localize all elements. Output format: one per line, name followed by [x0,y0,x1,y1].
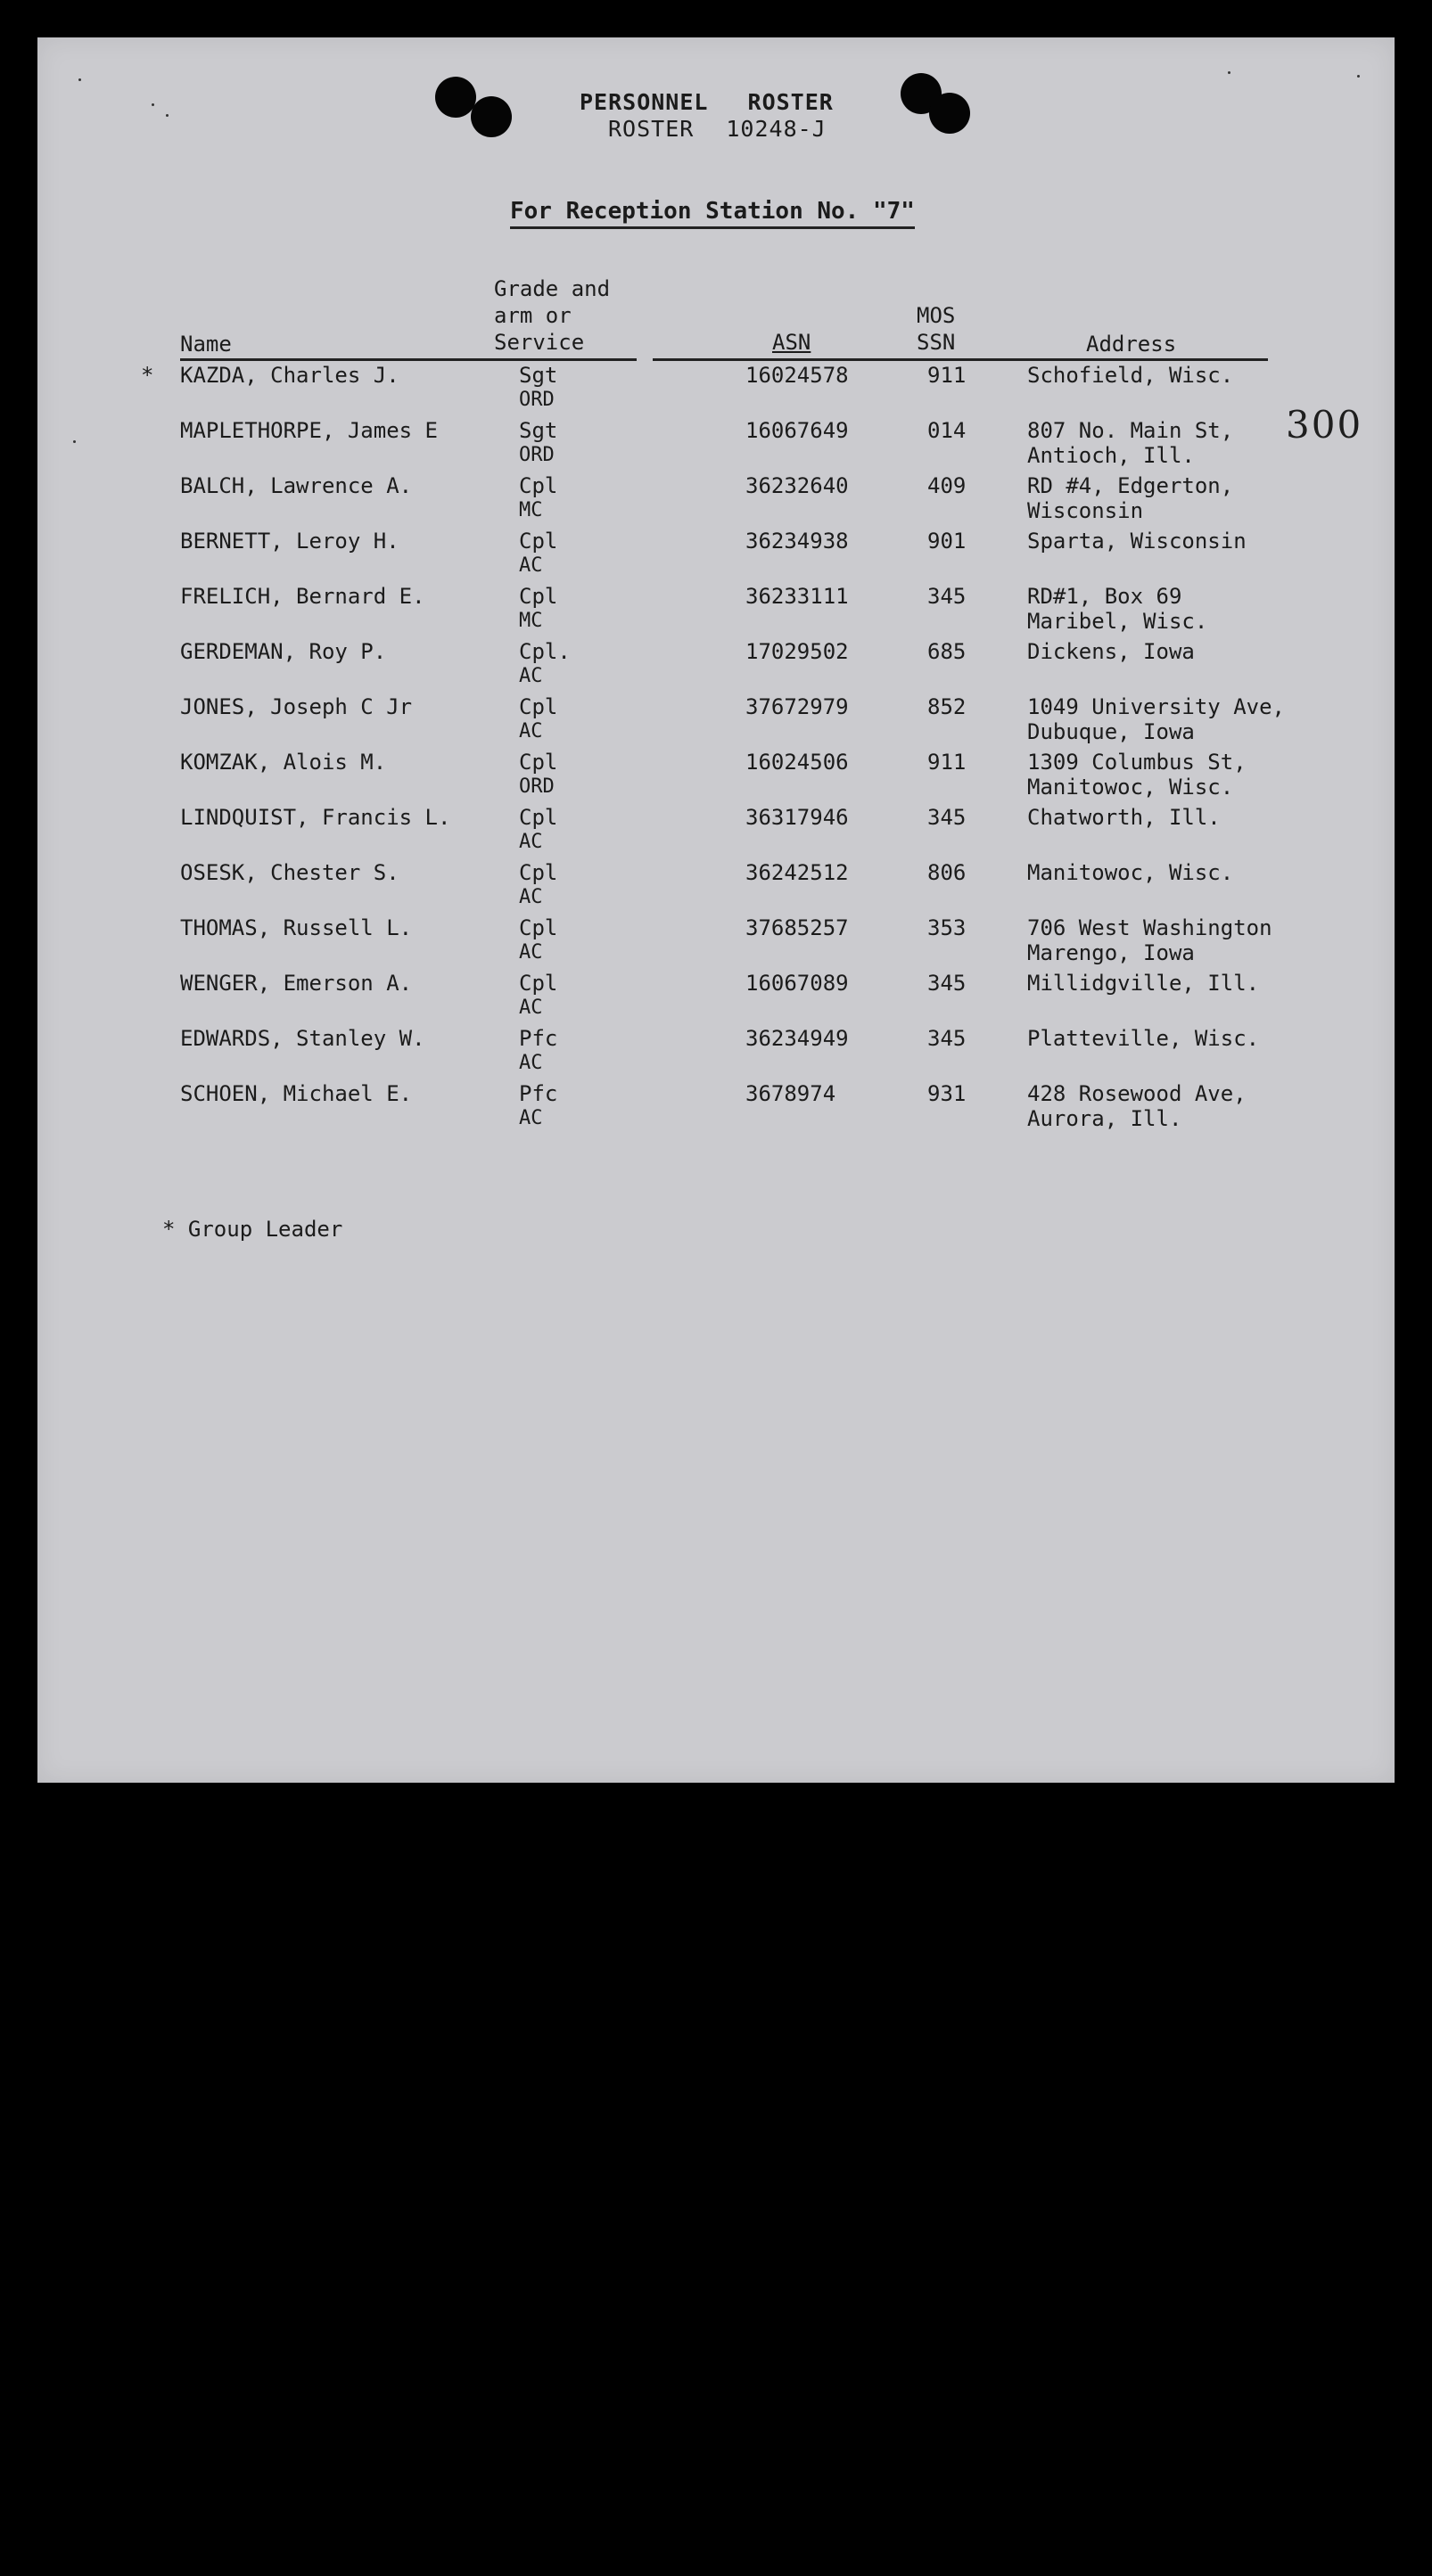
address-line-1: RD #4, Edgerton, [1027,473,1234,498]
column-header-grade-2: arm or [494,303,572,328]
service: ORD [519,444,555,466]
mos-ssn: 806 [927,860,967,885]
address-line-1: Millidgville, Ill. [1027,971,1260,996]
address-line-2: Wisconsin [1027,498,1144,523]
address-line-1: 1309 Columbus St, [1027,750,1247,775]
asn: 36234938 [745,529,849,554]
soldier-name: SCHOEN, Michael E. [180,1081,413,1106]
service: AC [519,554,543,577]
asn: 36232640 [745,473,849,498]
mos-ssn: 852 [927,694,967,719]
grade: Pfc [519,1026,558,1051]
column-header-mos-1: MOS [917,303,956,328]
service: AC [519,886,543,908]
asn: 36234949 [745,1026,849,1051]
roster-number: ROSTER 10248-J [608,116,827,142]
speck [1228,71,1230,74]
soldier-name: BERNETT, Leroy H. [180,529,399,554]
service: AC [519,1052,543,1074]
address-line-1: 428 Rosewood Ave, [1027,1081,1247,1106]
header-rule-right [653,358,1268,361]
service: AC [519,1107,543,1129]
soldier-name: EDWARDS, Stanley W. [180,1026,425,1051]
grade: Cpl [519,473,558,498]
page-number: 300 [1286,403,1363,447]
service: MC [519,610,543,632]
grade: Cpl [519,860,558,885]
group-leader-marker: * [141,363,154,388]
column-header-address: Address [1086,332,1177,357]
asn: 36233111 [745,584,849,609]
mos-ssn: 345 [927,971,967,996]
column-header-mos-2: SSN [917,330,956,355]
address-line-1: 706 West Washington [1027,915,1272,940]
soldier-name: BALCH, Lawrence A. [180,473,413,498]
address-line-1: 807 No. Main St, [1027,418,1234,443]
grade: Cpl [519,750,558,775]
address-line-2: Aurora, Ill. [1027,1106,1182,1131]
service: AC [519,941,543,964]
asn: 16024506 [745,750,849,775]
soldier-name: OSESK, Chester S. [180,860,399,885]
soldier-name: MAPLETHORPE, James E [180,418,438,443]
address-line-2: Manitowoc, Wisc. [1027,775,1234,800]
address-line-1: Chatworth, Ill. [1027,805,1221,830]
mos-ssn: 931 [927,1081,967,1106]
soldier-name: JONES, Joseph C Jr [180,694,413,719]
service: AC [519,720,543,742]
address-line-1: 1049 University Ave, [1027,694,1285,719]
soldier-name: KAZDA, Charles J. [180,363,399,388]
document-title: PERSONNEL ROSTER [580,89,834,115]
service: MC [519,499,543,521]
service: AC [519,831,543,853]
speck [1357,75,1360,78]
address-line-1: RD#1, Box 69 [1027,584,1182,609]
soldier-name: LINDQUIST, Francis L. [180,805,451,830]
service: ORD [519,775,555,798]
soldier-name: GERDEMAN, Roy P. [180,639,387,664]
soldier-name: FRELICH, Bernard E. [180,584,425,609]
asn: 37672979 [745,694,849,719]
punch-hole-right-2 [929,93,970,134]
asn: 36317946 [745,805,849,830]
speck [73,440,76,443]
asn: 16067089 [745,971,849,996]
service: AC [519,665,543,687]
soldier-name: WENGER, Emerson A. [180,971,413,996]
mos-ssn: 911 [927,750,967,775]
punch-hole-left-1 [435,77,476,118]
address-line-2: Maribel, Wisc. [1027,609,1208,634]
asn: 3678974 [745,1081,836,1106]
mos-ssn: 409 [927,473,967,498]
speck [152,103,154,106]
document-subtitle: For Reception Station No. "7" [510,198,915,229]
asn: 16067649 [745,418,849,443]
grade: Pfc [519,1081,558,1106]
address-line-1: Dickens, Iowa [1027,639,1195,664]
service: AC [519,997,543,1019]
grade: Cpl [519,529,558,554]
mos-ssn: 014 [927,418,967,443]
address-line-2: Dubuque, Iowa [1027,719,1195,744]
address-line-2: Marengo, Iowa [1027,940,1195,965]
soldier-name: THOMAS, Russell L. [180,915,413,940]
asn: 36242512 [745,860,849,885]
asn: 17029502 [745,639,849,664]
address-line-1: Manitowoc, Wisc. [1027,860,1234,885]
asn: 37685257 [745,915,849,940]
grade: Cpl [519,971,558,996]
roster-page [37,37,1395,1783]
address-line-1: Sparta, Wisconsin [1027,529,1247,554]
grade: Cpl [519,915,558,940]
mos-ssn: 911 [927,363,967,388]
address-line-1: Platteville, Wisc. [1027,1026,1260,1051]
grade: Cpl. [519,639,571,664]
column-header-grade-3: Service [494,330,585,355]
asn: 16024578 [745,363,849,388]
mos-ssn: 353 [927,915,967,940]
column-header-name: Name [180,332,232,357]
soldier-name: KOMZAK, Alois M. [180,750,387,775]
address-line-2: Antioch, Ill. [1027,443,1195,468]
mos-ssn: 345 [927,805,967,830]
grade: Sgt [519,418,558,443]
grade: Sgt [519,363,558,388]
mos-ssn: 345 [927,584,967,609]
column-header-grade-1: Grade and [494,276,611,301]
address-line-1: Schofield, Wisc. [1027,363,1234,388]
service: ORD [519,389,555,411]
speck [166,114,169,117]
grade: Cpl [519,694,558,719]
header-rule-left [180,358,637,361]
mos-ssn: 685 [927,639,967,664]
column-header-asn: ASN [772,330,811,355]
mos-ssn: 901 [927,529,967,554]
grade: Cpl [519,805,558,830]
speck [78,78,81,81]
mos-ssn: 345 [927,1026,967,1051]
footnote: * Group Leader [162,1217,343,1242]
punch-hole-left-2 [471,96,512,137]
grade: Cpl [519,584,558,609]
